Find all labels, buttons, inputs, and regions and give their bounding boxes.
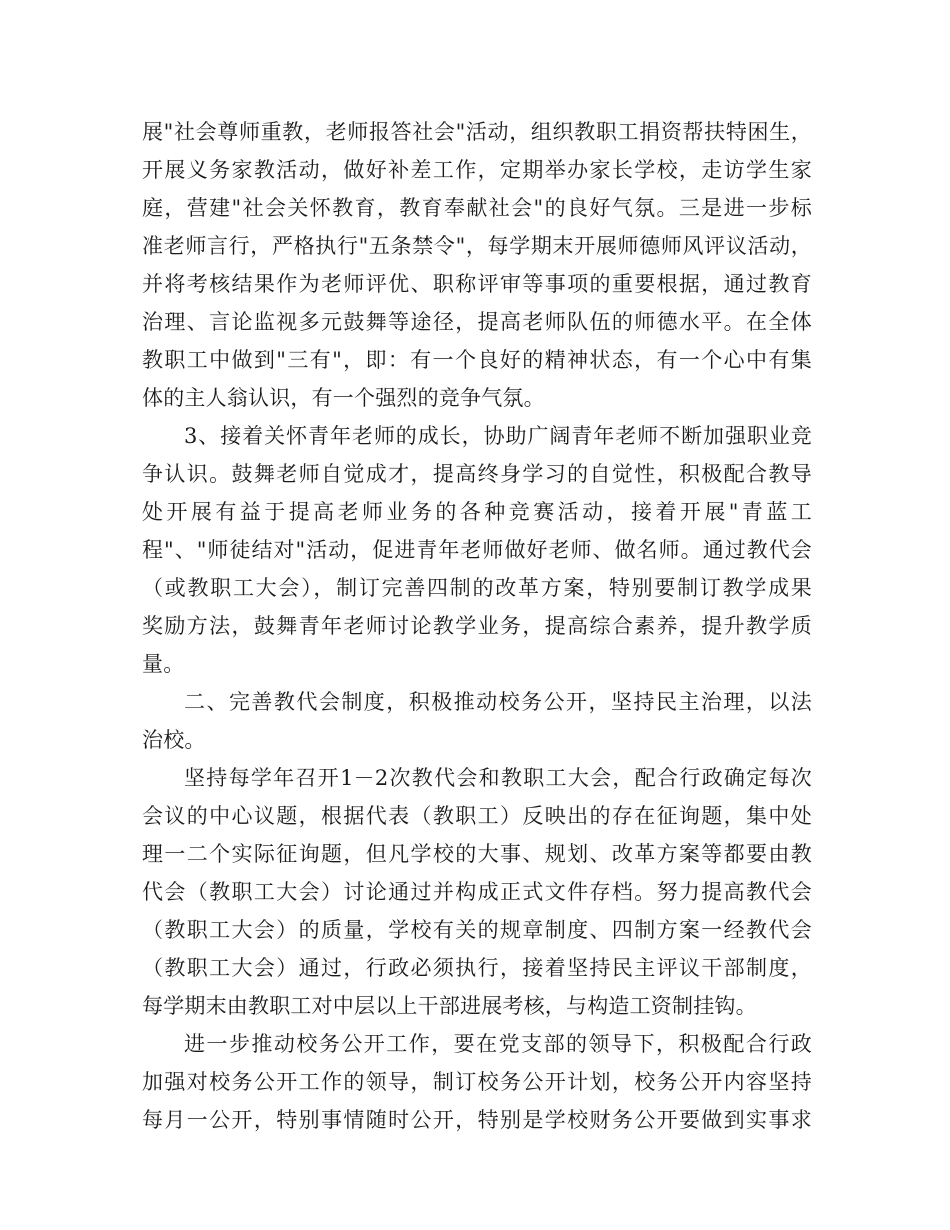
text-line: 量。	[142, 652, 185, 676]
text-line: 代会（教职工大会）讨论通过并构成正式文件存档。努力提高教代会	[142, 880, 812, 904]
text-line: 处开展有益于提高老师业务的各种竞赛活动，接着开展"青蓝工	[142, 500, 812, 524]
text-line: 庭，营建"社会关怀教育，教育奉献社会"的良好气氛。三是进一步标	[142, 196, 812, 220]
text-line: 展"社会尊师重教，老师报答社会"活动，组织教职工捐资帮扶特困生，	[142, 120, 812, 144]
text-line: 准老师言行，严格执行"五条禁令"，每学期末开展师德师风评议活动，	[142, 234, 812, 258]
text-line: 理一二个实际征询题，但凡学校的大事、规划、改革方案等都要由教	[142, 842, 812, 866]
text-line: （教职工大会）的质量，学校有关的规章制度、四制方案一经教代会	[142, 918, 812, 942]
text-line: 每学期末由教职工对中层以上干部进展考核，与构造工资制挂钩。	[142, 994, 757, 1018]
text-line: 进一步推动校务公开工作，要在党支部的领导下，积极配合行政	[184, 1032, 812, 1056]
text-line: 开展义务家教活动，做好补差工作，定期举办家长学校，走访学生家	[142, 158, 812, 182]
text-line: 3、接着关怀青年老师的成长，协助广阔青年老师不断加强职业竞	[184, 424, 812, 448]
text-line: 程"、"师徒结对"活动，促进青年老师做好老师、做名师。通过教代会	[142, 538, 812, 562]
text-line: （教职工大会）通过，行政必须执行，接着坚持民主评议干部制度，	[142, 956, 812, 980]
text-line: 会议的中心议题，根据代表（教职工）反映出的存在征询题，集中处	[142, 804, 812, 828]
section-heading-line: 治校。	[142, 728, 206, 752]
text-line: 并将考核结果作为老师评优、职称评审等事项的重要根据，通过教育	[142, 272, 812, 296]
text-line: 坚持每学年召开1－2次教代会和教职工大会，配合行政确定每次	[184, 766, 812, 790]
text-line: 争认识。鼓舞老师自觉成才，提高终身学习的自觉性，积极配合教导	[142, 462, 812, 486]
text-line: 每月一公开，特别事情随时公开，特别是学校财务公开要做到实事求	[142, 1108, 812, 1132]
text-line: 奖励方法，鼓舞青年老师讨论教学业务，提高综合素养，提升教学质	[142, 614, 812, 638]
section-heading-line: 二、完善教代会制度，积极推动校务公开，坚持民主治理，以法	[184, 690, 812, 714]
text-line: 治理、言论监视多元鼓舞等途径，提高老师队伍的师德水平。在全体	[142, 310, 812, 334]
text-line: 体的主人翁认识，有一个强烈的竞争气氛。	[142, 386, 545, 410]
text-line: 教职工中做到"三有"，即：有一个良好的精神状态，有一个心中有集	[142, 348, 812, 372]
text-line: （或教职工大会），制订完善四制的改革方案，特别要制订教学成果	[142, 576, 812, 600]
text-line: 加强对校务公开工作的领导，制订校务公开计划，校务公开内容坚持	[142, 1070, 812, 1094]
